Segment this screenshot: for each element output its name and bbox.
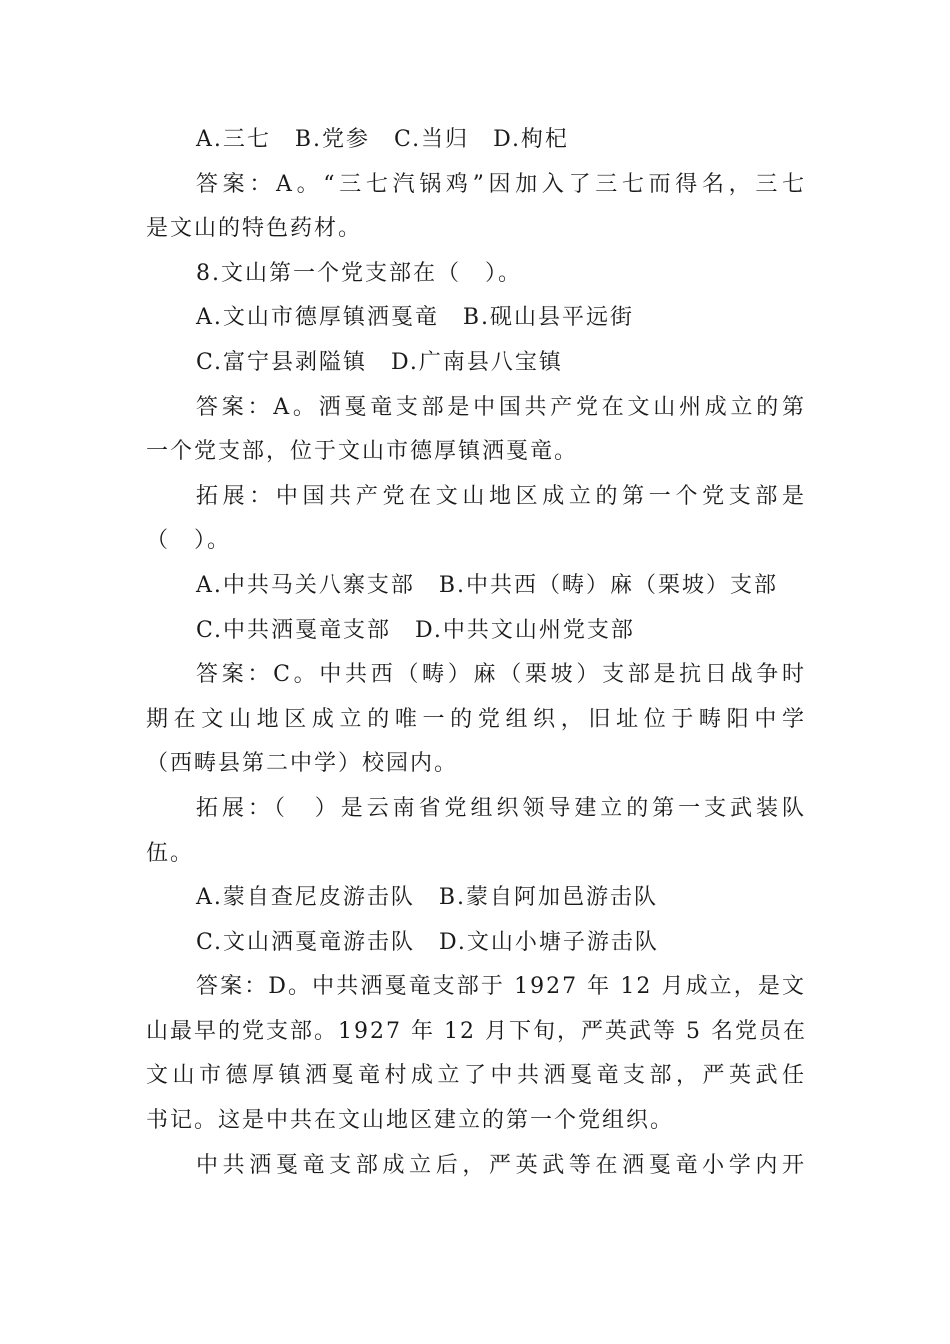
text-line: 答案：A。“三七汽锅鸡”因加入了三七而得名，三七: [196, 171, 806, 197]
text-line: 中共洒戛竜支部成立后，严英武等在洒戛竜小学内开: [196, 1152, 806, 1178]
text-line: 答案：A。洒戛竜支部是中国共产党在文山州成立的第: [196, 394, 806, 420]
text-line: 书记。这是中共在文山地区建立的第一个党组织。: [146, 1108, 675, 1134]
text-line: 一个党支部，位于文山市德厚镇洒戛竜。: [146, 439, 579, 465]
text-line: 8.文山第一个党支部在（ ）。: [196, 260, 522, 286]
text-line: 期在文山地区成立的唯一的党组织，旧址位于畴阳中学: [146, 706, 806, 732]
text-line: （ ）。: [146, 528, 232, 554]
text-line: 拓展：（ ）是云南省党组织领导建立的第一支武装队: [196, 795, 806, 821]
text-line: 是文山的特色药材。: [146, 216, 363, 242]
text-line: 拓展：中国共产党在文山地区成立的第一个党支部是: [196, 483, 806, 509]
text-line: 答案：D。中共洒戛竜支部于 1927 年 12 月成立，是文: [196, 974, 806, 1000]
text-line: A.蒙自查尼皮游击队 B.蒙自阿加邑游击队: [196, 885, 659, 911]
text-line: C.中共洒戛竜支部 D.中共文山州党支部: [196, 617, 635, 643]
text-line: A.三七 B.党参 C.当归 D.枸杞: [196, 127, 569, 152]
text-line: 伍。: [146, 840, 195, 866]
text-line: A.中共马关八寨支部 B.中共西（畴）麻（栗坡）支部: [196, 572, 779, 598]
text-line: C.富宁县剥隘镇 D.广南县八宝镇: [196, 349, 563, 375]
text-line: A.文山市德厚镇洒戛竜 B.砚山县平远街: [196, 305, 635, 331]
text-line: C.文山洒戛竜游击队 D.文山小塘子游击队: [196, 929, 659, 955]
text-line: 山最早的党支部。1927 年 12 月下旬，严英武等 5 名党员在: [146, 1018, 807, 1044]
text-line: 答案：C。中共西（畴）麻（栗坡）支部是抗日战争时: [196, 662, 806, 688]
text-line: （西畴县第二中学）校园内。: [146, 751, 459, 777]
document-page: [146, 118, 806, 1188]
text-line: 文山市德厚镇洒戛竜村成立了中共洒戛竜支部，严英武任: [146, 1063, 806, 1089]
